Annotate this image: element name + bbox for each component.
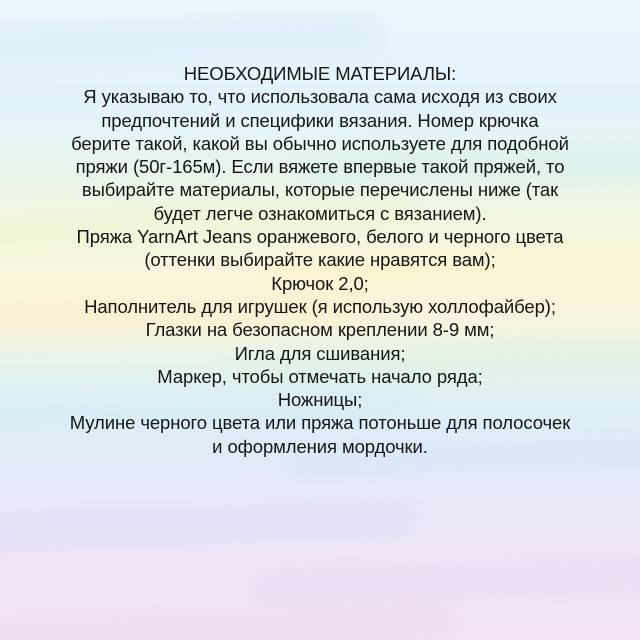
intro-line: берите такой, какой вы обычно используете для подобной	[71, 132, 569, 154]
materials-text-block	[20, 62, 620, 458]
material-item-eyes: Глазки на безопасном креплении 8-9 мм;	[145, 319, 495, 341]
material-item-hook: Крючок 2,0;	[271, 272, 369, 294]
intro-line: выбирайте материалы, которые перечислены ниже (так	[81, 179, 559, 201]
paint-stroke	[0, 496, 421, 554]
material-item-yarn: Пряжа YarnArt Jeans оранжевого, белого и черного цвета	[76, 226, 564, 248]
material-item-yarn: (оттенки выбирайте какие нравятся вам);	[144, 249, 496, 271]
intro-line: пряжи (50г-165м). Если вяжете впервые такой пряжей, то	[75, 156, 565, 178]
paint-stroke	[0, 17, 380, 66]
paint-stroke	[250, 553, 640, 605]
material-item-marker: Маркер, чтобы отмечать начало ряда;	[157, 365, 483, 387]
material-item-needle: Игла для сшивания;	[234, 342, 406, 364]
material-item-floss: и оформления мордочки.	[212, 435, 428, 457]
material-item-floss: Мулине черного цвета или пряжа потоньше для полосочек	[69, 412, 571, 434]
intro-line: будет легче ознакомиться с вязанием).	[153, 202, 487, 224]
material-item-filler: Наполнитель для игрушек (я использую холлофайбер);	[84, 295, 556, 317]
paint-stroke	[0, 601, 461, 640]
material-item-scissors: Ножницы;	[277, 389, 363, 411]
intro-line: предпочтений и специфики вязания. Номер крючка	[101, 109, 539, 131]
materials-heading: НЕОБХОДИМЫЕ МАТЕРИАЛЫ:	[183, 63, 457, 84]
intro-line: Я указываю то, что использовала сама исходя из своих	[83, 86, 557, 108]
